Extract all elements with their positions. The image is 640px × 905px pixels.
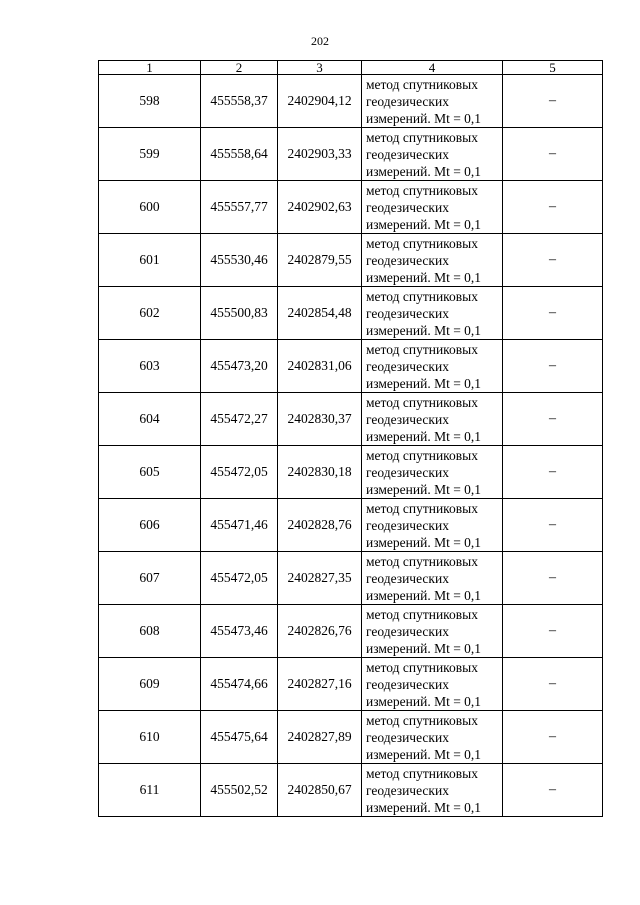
y-coordinate-cell: 2402903,33 [278,128,362,181]
method-cell: метод спутниковых геодезических измерений. Mt = 0,1 [362,75,503,128]
x-coordinate-cell: 455473,46 [201,605,278,658]
header-col-1: 1 [99,61,201,75]
y-coordinate-cell: 2402902,63 [278,181,362,234]
note-cell: – [503,393,603,446]
table-row [99,552,603,605]
header-col-2: 2 [201,61,278,75]
point-number-cell: 598 [99,75,201,128]
header-col-5: 5 [503,61,603,75]
point-number-cell: 599 [99,128,201,181]
point-number-cell: 608 [99,605,201,658]
method-cell: метод спутниковых геодезических измерений. Mt = 0,1 [362,658,503,711]
x-coordinate-cell: 455557,77 [201,181,278,234]
x-coordinate-cell: 455502,52 [201,764,278,817]
y-coordinate-cell: 2402904,12 [278,75,362,128]
point-number-cell: 600 [99,181,201,234]
table-row [99,181,603,234]
x-coordinate-cell: 455473,20 [201,340,278,393]
page-number: 202 [311,34,329,48]
table-row [99,446,603,499]
method-cell: метод спутниковых геодезических измерений. Mt = 0,1 [362,234,503,287]
table-row [99,605,603,658]
note-cell: – [503,658,603,711]
note-cell: – [503,711,603,764]
table-row [99,764,603,817]
table-row [99,658,603,711]
coordinates-table [98,60,603,817]
x-coordinate-cell: 455474,66 [201,658,278,711]
method-cell: метод спутниковых геодезических измерений. Mt = 0,1 [362,393,503,446]
table-row [99,393,603,446]
y-coordinate-cell: 2402854,48 [278,287,362,340]
point-number-cell: 604 [99,393,201,446]
method-cell: метод спутниковых геодезических измерений. Mt = 0,1 [362,340,503,393]
method-cell: метод спутниковых геодезических измерений. Mt = 0,1 [362,287,503,340]
note-cell: – [503,552,603,605]
y-coordinate-cell: 2402827,35 [278,552,362,605]
table-body [99,75,603,817]
table-row [99,128,603,181]
y-coordinate-cell: 2402827,16 [278,658,362,711]
point-number-cell: 611 [99,764,201,817]
y-coordinate-cell: 2402828,76 [278,499,362,552]
point-number-cell: 601 [99,234,201,287]
note-cell: – [503,764,603,817]
method-cell: метод спутниковых геодезических измерений. Mt = 0,1 [362,499,503,552]
x-coordinate-cell: 455500,83 [201,287,278,340]
table-row [99,287,603,340]
point-number-cell: 602 [99,287,201,340]
y-coordinate-cell: 2402830,37 [278,393,362,446]
header-col-4: 4 [362,61,503,75]
note-cell: – [503,340,603,393]
point-number-cell: 606 [99,499,201,552]
x-coordinate-cell: 455530,46 [201,234,278,287]
y-coordinate-cell: 2402826,76 [278,605,362,658]
x-coordinate-cell: 455558,64 [201,128,278,181]
y-coordinate-cell: 2402827,89 [278,711,362,764]
x-coordinate-cell: 455471,46 [201,499,278,552]
header-col-3: 3 [278,61,362,75]
x-coordinate-cell: 455472,05 [201,552,278,605]
note-cell: – [503,446,603,499]
method-cell: метод спутниковых геодезических измерений. Mt = 0,1 [362,764,503,817]
point-number-cell: 610 [99,711,201,764]
point-number-cell: 607 [99,552,201,605]
point-number-cell: 603 [99,340,201,393]
note-cell: – [503,234,603,287]
method-cell: метод спутниковых геодезических измерений. Mt = 0,1 [362,128,503,181]
note-cell: – [503,181,603,234]
y-coordinate-cell: 2402850,67 [278,764,362,817]
note-cell: – [503,128,603,181]
x-coordinate-cell: 455472,27 [201,393,278,446]
point-number-cell: 609 [99,658,201,711]
note-cell: – [503,605,603,658]
x-coordinate-cell: 455472,05 [201,446,278,499]
method-cell: метод спутниковых геодезических измерений. Mt = 0,1 [362,446,503,499]
method-cell: метод спутниковых геодезических измерений. Mt = 0,1 [362,181,503,234]
table-header [99,61,603,75]
header-row [99,61,603,75]
note-cell: – [503,75,603,128]
method-cell: метод спутниковых геодезических измерений. Mt = 0,1 [362,605,503,658]
note-cell: – [503,499,603,552]
method-cell: метод спутниковых геодезических измерений. Mt = 0,1 [362,552,503,605]
table-row [99,234,603,287]
method-cell: метод спутниковых геодезических измерений. Mt = 0,1 [362,711,503,764]
table-row [99,711,603,764]
y-coordinate-cell: 2402831,06 [278,340,362,393]
x-coordinate-cell: 455558,37 [201,75,278,128]
note-cell: – [503,287,603,340]
table-row [99,340,603,393]
table-row [99,75,603,128]
y-coordinate-cell: 2402879,55 [278,234,362,287]
point-number-cell: 605 [99,446,201,499]
y-coordinate-cell: 2402830,18 [278,446,362,499]
table-row [99,499,603,552]
x-coordinate-cell: 455475,64 [201,711,278,764]
